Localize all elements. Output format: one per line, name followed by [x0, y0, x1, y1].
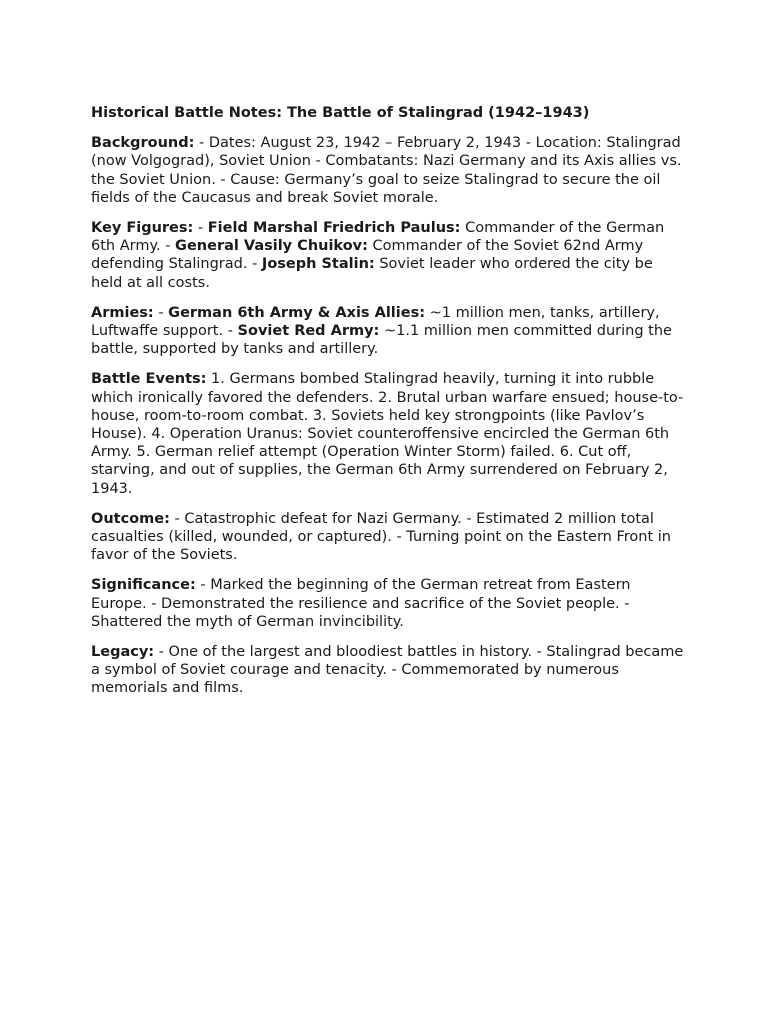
army-desc-german: ~1 million men, tanks, artillery, Luftwaffe support. - [91, 304, 660, 340]
armies-sep: - [153, 304, 169, 321]
key-figure-name-chuikov: General Vasily Chuikov: [175, 238, 368, 255]
legacy-label: Legacy: [91, 644, 155, 661]
significance-section [91, 576, 686, 631]
battle-events-text: 1. Germans bombed Stalingrad heavily, turning it into rubble which ironically favored the defenders. 2. Brutal urban warfare ensued; house-to-house, room-to-room combat. 3. Soviets held key strongpoints (like Pavlov’s House). 4. Operation Uranus: Soviet counteroffensive encircled the German 6th Army. 5. German relief attempt (Operation Winter Storm) failed. 6. Cut off, starving, and out of supplies, the German 6th Army surrendered on February 2, 1943. [91, 371, 684, 497]
outcome-text: - Catastrophic defeat for Nazi Germany. - Estimated 2 million total casualties (killed, wounded, or captured). - Turning point on the Eastern Front in favor of the Soviets. [91, 510, 671, 564]
legacy-text: - One of the largest and bloodiest battles in history. - Stalingrad became a symbol of Soviet courage and tenacity. - Commemorated by numerous memorials and films. [91, 644, 684, 697]
legacy-section [91, 643, 686, 698]
army-name-soviet: Soviet Red Army: [237, 323, 380, 340]
army-name-german: German 6th Army & Axis Allies: [168, 304, 426, 321]
armies-label: Armies: [91, 304, 154, 321]
key-figures-section [91, 219, 686, 292]
key-figure-name-paulus: Field Marshal Friedrich Paulus: [207, 220, 461, 237]
key-figure-desc-chuikov: Commander of the Soviet 62nd Army defending Stalingrad. - [91, 238, 644, 273]
background-label: Background: [91, 135, 195, 152]
battle-events-label: Battle Events: [91, 371, 207, 388]
key-figure-desc-paulus: Commander of the German 6th Army. - [91, 220, 665, 255]
key-figures-sep: - [193, 220, 208, 237]
document-page [91, 104, 686, 710]
key-figure-desc-stalin: Soviet leader who ordered the city be held at all costs. [91, 256, 653, 291]
key-figures-label: Key Figures: [91, 220, 194, 237]
outcome-label: Outcome: [91, 510, 170, 527]
key-figure-name-stalin: Joseph Stalin: [261, 256, 375, 273]
armies-section [91, 304, 686, 359]
background-text: - Dates: August 23, 1942 – February 2, 1943 - Location: Stalingrad (now Volgograd), Soviet Union - Combatants: Nazi Germany and its Axis allies vs. the Soviet Union. - Cause: Germany’s goal to seize Stalingrad to secure the oil fields of the Caucasus and break Soviet morale. [91, 135, 682, 206]
document-title: Historical Battle Notes: The Battle of Stalingrad (1942–1943) [91, 105, 590, 121]
outcome-section [91, 510, 686, 565]
significance-label: Significance: [91, 577, 196, 594]
significance-text: - Marked the beginning of the German retreat from Eastern Europe. - Demonstrated the resilience and sacrifice of the Soviet people. - Shattered the myth of German invincibility. [91, 577, 631, 630]
background-section [91, 134, 686, 207]
army-desc-soviet: ~1.1 million men committed during the battle, supported by tanks and artillery. [91, 323, 672, 358]
battle-events-section [91, 370, 686, 497]
